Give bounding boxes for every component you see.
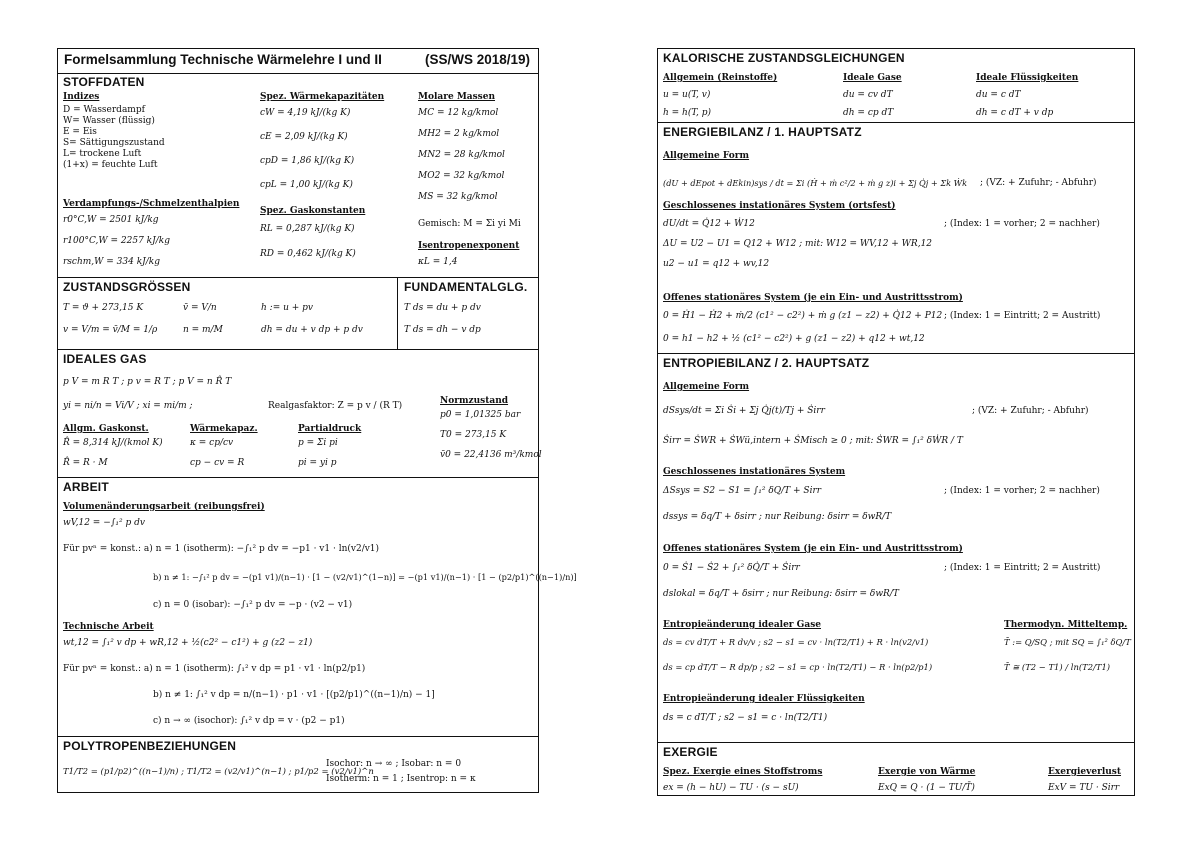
list-item: S= Sättigungszustand [63, 138, 165, 148]
section-heading: ENTROPIEBILANZ / 2. HAUPTSATZ [663, 356, 870, 370]
formula: u2 − u1 = q12 + wv,12 [663, 259, 770, 269]
left-title-bar [58, 49, 538, 74]
formula: RD = 0,462 kJ/(kg K) [260, 249, 356, 259]
formula: T = ϑ + 273,15 K [63, 303, 144, 313]
formula: Gemisch: M = Σi yi Mi [418, 219, 521, 229]
formula: T0 = 273,15 K [440, 430, 507, 440]
formula: R̂ = R · M [63, 458, 108, 468]
formula: ds = cp dT/T − R dp/p ; s2 − s1 = cp · ln(T2/T1) − R · ln(p2/p1) [663, 662, 933, 672]
formula: 0 = h1 − h2 + ½ (c1² − c2²) + g (z1 − z2) + q12 + wt,12 [663, 334, 925, 344]
section-ideales-gas [58, 350, 542, 478]
section-heading: POLYTROPENBEZIEHUNGEN [63, 739, 237, 753]
sheet-title: Formelsammlung Technische Wärmelehre I und II [64, 52, 382, 67]
subheading-gaskonstante: Allgm. Gaskonst. [63, 424, 149, 434]
subheading-verdampfung: Verdampfungs-/Schmelzenthalpien [63, 199, 240, 209]
formula: wt,12 = ∫₁² v dp + wR,12 + ½(c2² − c1²) + g (z2 − z1) [63, 638, 313, 648]
subheading-geschlossenes-system: Geschlossenes instationäres System [663, 467, 846, 477]
subheading-molare-massen: Molare Massen [418, 92, 496, 102]
formula: cE = 2,09 kJ/(kg K) [260, 132, 348, 142]
subheading-offenes-system: Offenes stationäres System (je ein Ein- und Austrittsstrom) [663, 544, 963, 554]
formula: MC = 12 kg/kmol [418, 108, 499, 118]
formula: du = cv dT [843, 90, 893, 100]
section-heading: ZUSTANDSGRÖSSEN [63, 280, 191, 294]
formula: cp − cv = R [190, 458, 245, 468]
list-item: E = Eis [63, 127, 97, 137]
section-stoffdaten [58, 73, 538, 278]
column-header: Spez. Exergie eines Stoffstroms [663, 767, 823, 777]
formula: T ds = du + p dv [404, 303, 481, 313]
formula: cW = 4,19 kJ/(kg K) [260, 108, 351, 118]
formula: Für pvⁿ = konst.: a) n = 1 (isotherm): −∫₁² p dv = −p1 · v1 · ln(v2/v1) [63, 544, 380, 554]
subheading-ideale-fluessigkeiten: Entropieänderung idealer Flüssigkeiten [663, 694, 865, 704]
formula: dSsys/dt = Σi Ṡi + Σj Q̇j(t)/Tj + Ṡirr [663, 406, 825, 416]
divider [397, 278, 398, 349]
formula: pi = yi p [298, 458, 337, 468]
formula: ΔU = U2 − U1 = Q12 + W12 ; mit: W12 = WV,12 + WR,12 [663, 239, 933, 249]
section-heading: ENERGIEBILANZ / 1. HAUPTSATZ [663, 125, 862, 139]
formula: p0 = 1,01325 bar [440, 410, 521, 420]
subheading-allgemeine-form: Allgemeine Form [663, 151, 750, 161]
formula: dh = c dT + v dp [976, 108, 1054, 118]
section-zustandsgroessen [58, 278, 538, 350]
formula: r0°C,W = 2501 kJ/kg [63, 215, 159, 225]
formula: cpD = 1,86 kJ/(kg K) [260, 156, 355, 166]
formula: MS = 32 kg/kmol [418, 192, 498, 202]
sign-note: ; (VZ: + Zufuhr; - Abfuhr) [972, 406, 1089, 416]
section-energiebilanz [658, 123, 1134, 354]
subheading-ideale-gase: Entropieänderung idealer Gase [663, 620, 821, 630]
formula: v̄ = V/n [183, 303, 217, 313]
formula: T̄ := Q/SQ ; mit SQ = ∫₁² δQ/T [1004, 637, 1131, 647]
formula: MO2 = 32 kg/kmol [418, 171, 505, 181]
index-note: ; (Index: 1 = vorher; 2 = nachher) [944, 219, 1100, 229]
formula: r100°C,W = 2257 kJ/kg [63, 236, 170, 246]
formula: ΔSsys = S2 − S1 = ∫₁² δQ/T + Sirr [663, 486, 822, 496]
section-arbeit [58, 478, 577, 737]
index-note: ; (Index: 1 = Eintritt; 2 = Austritt) [944, 311, 1101, 321]
formula: ExV = TU · Sirr [1048, 783, 1120, 793]
formula: u = u(T, v) [663, 90, 711, 100]
formula: h = h(T, p) [663, 108, 712, 118]
subheading-gaskonstanten: Spez. Gaskonstanten [260, 206, 366, 216]
section-polytropenbeziehungen [58, 737, 538, 794]
subheading-partialdruck: Partialdruck [298, 424, 362, 434]
subheading-allgemeine-form: Allgemeine Form [663, 382, 750, 392]
formula: ExQ = Q · (1 − TU/T̄) [878, 783, 975, 793]
index-note: ; (Index: 1 = Eintritt; 2 = Austritt) [944, 563, 1101, 573]
column-header: Allgemein (Reinstoffe) [663, 73, 778, 83]
formula: RL = 0,287 kJ/(kg K) [260, 224, 355, 234]
column-header: Exergie von Wärme [878, 767, 976, 777]
column-header: Ideale Flüssigkeiten [976, 73, 1079, 83]
formula: cpL = 1,00 kJ/(kg K) [260, 180, 353, 190]
formula: c) n → ∞ (isochor): ∫₁² v dp = v · (p2 − p1) [153, 716, 345, 726]
formula: MN2 = 28 kg/kmol [418, 150, 505, 160]
formula: v̄0 = 22,4136 m³/kmol [440, 450, 542, 460]
formula: b) n ≠ 1: ∫₁² v dp = n/(n−1) · p1 · v1 · [(p2/p1)^((n−1)/n) − 1] [153, 690, 435, 700]
formula: p V = m R T ; p v = R T ; p V = n R̂ T [63, 377, 232, 387]
formula: T1/T2 = (p1/p2)^((n−1)/n) ; T1/T2 = (v2/v1)^(n−1) ; p1/p2 = (v2/v1)^n [63, 767, 374, 777]
section-heading: EXERGIE [663, 745, 718, 759]
formula: (dU + dEpot + dEkin)sys / dt = Σi (Ḣ + ṁ c²/2 + ṁ g z)i + Σj Q̇j + Σk Ẇk [663, 178, 968, 188]
subheading-waermekapazitaet: Wärmekapaz. [190, 424, 258, 434]
formula: Isotherm: n = 1 ; Isentrop: n = κ [326, 774, 476, 784]
subheading-offenes-system: Offenes stationäres System (je ein Ein- und Austrittsstrom) [663, 293, 963, 303]
formula: yi = ni/n = Vi/V ; xi = mi/m ; [63, 401, 193, 411]
left-formula-sheet [57, 48, 577, 793]
formula: rschm,W = 334 kJ/kg [63, 257, 161, 267]
list-item: D = Wasserdampf [63, 105, 145, 115]
formula: κ = cp/cv [190, 438, 234, 448]
sign-note: ; (VZ: + Zufuhr; - Abfuhr) [980, 178, 1097, 188]
formula: b) n ≠ 1: −∫₁² p dv = −(p1 v1)/(n−1) · [1 − (v2/v1)^(1−n)] = −(p1 v1)/(n−1) · [1 − (p2/p1)^((n−1)/n)] [153, 572, 577, 582]
formula: T̄ ≅ (T2 − T1) / ln(T2/T1) [1004, 662, 1111, 672]
formula: 0 = Ṡ1 − Ṡ2 + ∫₁² δQ̇/T + Ṡirr [663, 563, 800, 573]
section-exergie [658, 743, 1134, 797]
section-heading: IDEALES GAS [63, 352, 147, 366]
section-heading: KALORISCHE ZUSTANDSGLEICHUNGEN [663, 51, 905, 65]
formula: Ṡirr = ṠWR + ṠWü,intern + ṠMisch ≥ 0 ; mit: ṠWR = ∫₁² δẆR / T [663, 436, 963, 446]
section-kalorische-zustandsgleichungen [658, 49, 1134, 123]
formula: dssys = δq/T + δsirr ; nur Reibung: δsirr = δwR/T [663, 512, 892, 522]
section-heading: ARBEIT [63, 480, 109, 494]
formula: ds = cv dT/T + R dv/v ; s2 − s1 = cv · ln(T2/T1) + R · ln(v2/v1) [663, 637, 929, 647]
formula: n = m/M [183, 325, 223, 335]
section-heading: STOFFDATEN [63, 75, 145, 89]
formula: 0 = Ḣ1 − Ḣ2 + ṁ/2 (c1² − c2²) + ṁ g (z1 − z2) + Q̇12 + P12 [663, 311, 943, 321]
formula: Realgasfaktor: Z = p v / (R T) [268, 401, 403, 411]
formula: κL = 1,4 [418, 257, 458, 267]
formula: h := u + pv [261, 303, 313, 313]
formula: dh = du + v dp + p dv [261, 325, 363, 335]
list-item: (1+x) = feuchte Luft [63, 160, 158, 170]
right-formula-sheet [657, 48, 1135, 796]
formula: dU/dt = Q̇12 + Ẇ12 [663, 219, 755, 229]
index-note: ; (Index: 1 = vorher; 2 = nachher) [944, 486, 1100, 496]
subheading-mitteltemperatur: Thermodyn. Mitteltemp. [1004, 620, 1128, 630]
subheading-normzustand: Normzustand [440, 396, 509, 406]
formula: wV,12 = −∫₁² p dv [63, 518, 145, 528]
formula: c) n = 0 (isobar): −∫₁² p dv = −p · (v2 − v1) [153, 600, 353, 610]
formula: dh = cp dT [843, 108, 894, 118]
column-header: Exergieverlust [1048, 767, 1122, 777]
subheading-waermekapazitaeten: Spez. Wärmekapazitäten [260, 92, 385, 102]
subheading-isentropenexponent: Isentropenexponent [418, 241, 520, 251]
list-item: W= Wasser (flüssig) [63, 116, 155, 126]
formula: ds = c dT/T ; s2 − s1 = c · ln(T2/T1) [663, 713, 828, 723]
formula: Isochor: n → ∞ ; Isobar: n = 0 [326, 759, 462, 769]
formula: du = c dT [976, 90, 1021, 100]
formula: dslokal = δq/T + δsirr ; nur Reibung: δsirr = δwR/T [663, 589, 899, 599]
formula: ex = (h − hU) − TU · (s − sU) [663, 783, 799, 793]
subheading-volumenaenderungsarbeit: Volumenänderungsarbeit (reibungsfrei) [63, 502, 265, 512]
list-item: L= trockene Luft [63, 149, 142, 159]
subheading-geschlossenes-system: Geschlossenes instationäres System (ortsfest) [663, 201, 896, 211]
section-entropiebilanz [658, 354, 1134, 743]
subheading-indizes: Indizes [63, 92, 100, 102]
column-header: Ideale Gase [843, 73, 902, 83]
formula: MH2 = 2 kg/kmol [418, 129, 500, 139]
formula: p = Σi pi [298, 438, 338, 448]
formula: R̂ = 8,314 kJ/(kmol K) [63, 438, 163, 448]
semester-label: (SS/WS 2018/19) [424, 52, 530, 67]
formula: T ds = dh − v dp [404, 325, 481, 335]
formula: Für pvⁿ = konst.: a) n = 1 (isotherm): ∫₁² v dp = p1 · v1 · ln(p2/p1) [63, 664, 366, 674]
section-heading: FUNDAMENTALGLG. [404, 280, 528, 294]
subheading-technische-arbeit: Technische Arbeit [63, 622, 154, 632]
formula: v = V/m = v̄/M = 1/ρ [63, 325, 158, 335]
